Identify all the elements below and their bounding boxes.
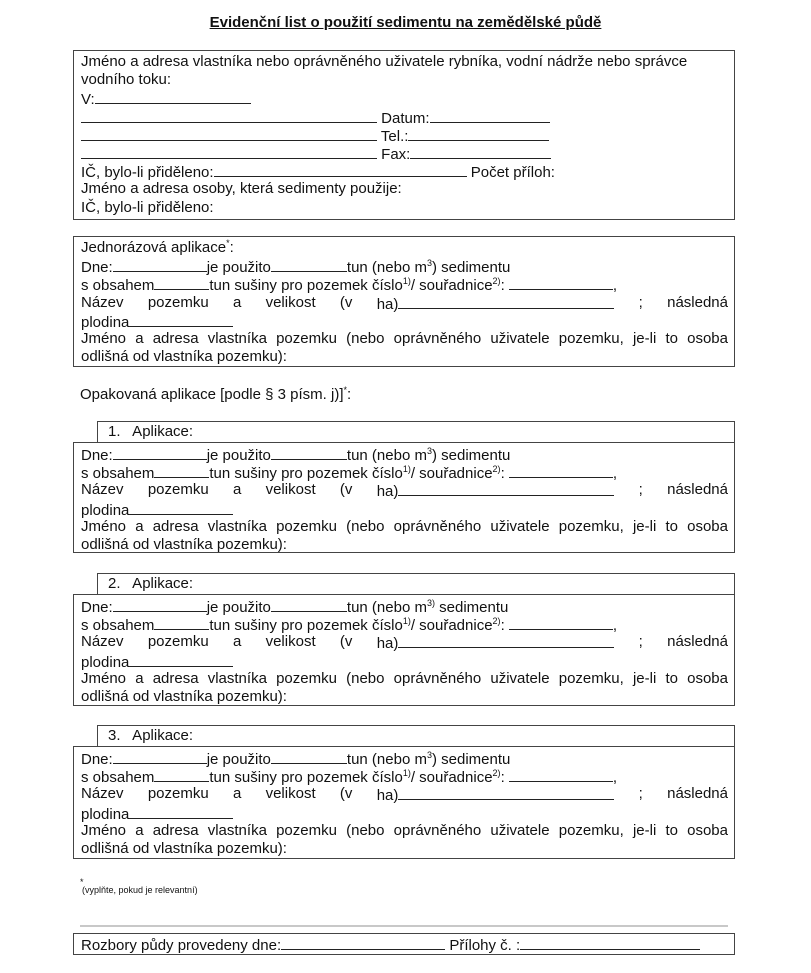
owner-word: a bbox=[135, 329, 144, 347]
pocet-priloh-label: Počet příloh: bbox=[470, 164, 555, 182]
nazev-word: (v bbox=[339, 633, 353, 651]
rozbory-label: Rozbory půdy provedeny dne: bbox=[81, 937, 282, 954]
nazev-word: Název bbox=[81, 481, 124, 499]
nazev-word: Název bbox=[81, 785, 124, 803]
datum-label: Datum: bbox=[381, 109, 430, 127]
crop-field[interactable] bbox=[129, 312, 233, 327]
owner-word: pozemku bbox=[276, 821, 337, 839]
tun-label: tun (nebo m bbox=[346, 751, 427, 768]
application-2-section bbox=[73, 594, 735, 706]
user-ic-label: IČ, bylo-li přiděleno: bbox=[81, 198, 214, 216]
v-label: V: bbox=[81, 91, 95, 109]
nazev-word: a bbox=[232, 293, 242, 311]
owner-word: osoba bbox=[687, 669, 728, 687]
nazev-word: Název bbox=[81, 633, 124, 651]
owner-word: a bbox=[135, 821, 144, 839]
owner-word: pozemku bbox=[276, 329, 337, 347]
owner-word: (nebo bbox=[346, 669, 385, 687]
superscript-1: 1) bbox=[402, 464, 411, 475]
asterisk-mark: * bbox=[226, 238, 230, 248]
sedimentu-label: ) sedimentu bbox=[431, 259, 511, 277]
owner-word: osoba bbox=[687, 517, 728, 535]
owner-word: vlastníka bbox=[207, 669, 267, 687]
fax-label: Fax: bbox=[381, 145, 411, 163]
application-3-label: 3. Aplikace: bbox=[108, 727, 194, 744]
amount-field[interactable] bbox=[271, 597, 347, 612]
owner-word: Jméno bbox=[81, 669, 127, 687]
owner-word: to bbox=[665, 329, 678, 347]
owner-word: adresa bbox=[152, 669, 199, 687]
footnote-mark: * bbox=[80, 877, 84, 887]
je-pouzito-label: je použito bbox=[206, 447, 271, 464]
owner-word: uživatele bbox=[490, 329, 550, 347]
nazev-word: (v bbox=[339, 481, 353, 499]
owner-word: uživatele bbox=[490, 669, 550, 687]
tun-susiny-label: tun sušiny pro pozemek číslo bbox=[209, 769, 403, 787]
amount-field[interactable] bbox=[271, 257, 347, 272]
colon: : bbox=[500, 769, 505, 787]
owner-line2: odlišná od vlastníka pozemku): bbox=[81, 687, 287, 705]
s-obsahem-label: s obsahem bbox=[81, 277, 155, 295]
dry-matter-field[interactable] bbox=[154, 615, 209, 630]
nazev-word: a bbox=[232, 633, 242, 651]
asterisk-mark: * bbox=[343, 385, 347, 395]
owner-word: oprávněného bbox=[393, 821, 482, 839]
je-pouzito-label: je použito bbox=[206, 259, 271, 277]
nazev-word: (v bbox=[339, 785, 353, 803]
crop-field[interactable] bbox=[129, 652, 233, 667]
plot-number-field[interactable] bbox=[509, 615, 613, 630]
nazev-word: (v bbox=[339, 293, 353, 311]
nasledna-label: následná bbox=[667, 633, 728, 651]
owner-word: to bbox=[665, 517, 678, 535]
owner-word: adresa bbox=[152, 517, 199, 535]
owner-word: oprávněného bbox=[393, 517, 482, 535]
owner-word: Jméno bbox=[81, 821, 127, 839]
plot-name-field[interactable] bbox=[398, 633, 614, 648]
plot-number-field[interactable] bbox=[509, 767, 613, 782]
owner-word: osoba bbox=[687, 821, 728, 839]
owner-word: vlastníka bbox=[207, 329, 267, 347]
superscript-3: 3 bbox=[426, 258, 432, 269]
owner-word: vlastníka bbox=[207, 517, 267, 535]
owner-word: uživatele bbox=[490, 517, 550, 535]
nasledna-label: následná bbox=[667, 481, 728, 499]
semicolon: ; bbox=[638, 785, 643, 803]
comma: , bbox=[612, 465, 618, 483]
owner-heading-line1: Jméno a adresa vlastníka nebo oprávněného uživatele rybníka, vodní nádrže nebo správce bbox=[81, 53, 688, 70]
dry-matter-field[interactable] bbox=[154, 767, 209, 782]
owner-word: (nebo bbox=[346, 329, 385, 347]
nazev-word: ha) bbox=[376, 635, 399, 653]
s-obsahem-label: s obsahem bbox=[81, 465, 155, 483]
nazev-word: a bbox=[232, 785, 242, 803]
dne-label: Dne: bbox=[81, 751, 113, 768]
tun-label: tun (nebo m bbox=[346, 599, 427, 616]
souradnice-label: / souřadnice bbox=[410, 277, 493, 295]
plot-name-field[interactable] bbox=[398, 294, 614, 309]
owner-word: a bbox=[135, 669, 144, 687]
semicolon: ; bbox=[638, 481, 643, 499]
owner-heading-line2: vodního toku: bbox=[81, 71, 172, 89]
application-2-header bbox=[97, 573, 735, 595]
tun-label: tun (nebo m bbox=[346, 259, 427, 277]
nazev-word: velikost bbox=[265, 633, 316, 651]
owner-word: vlastníka bbox=[207, 821, 267, 839]
owner-word: a bbox=[135, 517, 144, 535]
owner-line2: odlišná od vlastníka pozemku): bbox=[81, 839, 287, 857]
plot-name-field[interactable] bbox=[398, 481, 614, 496]
ic-label: IČ, bylo-li přiděleno: bbox=[81, 164, 214, 182]
heading-colon: : bbox=[229, 239, 234, 256]
footnote bbox=[80, 879, 198, 896]
owner-word: pozemku, bbox=[558, 669, 624, 687]
je-pouzito-label: je použito bbox=[206, 599, 271, 616]
owner-word: pozemku, bbox=[558, 329, 624, 347]
nazev-word: Název bbox=[81, 293, 124, 311]
application-2-label: 2. Aplikace: bbox=[108, 575, 194, 592]
user-label: Jméno a adresa osoby, která sedimenty použije: bbox=[81, 180, 402, 198]
dne-field[interactable] bbox=[113, 597, 207, 612]
single-application-heading: Jednorázová aplikace bbox=[81, 239, 227, 256]
nazev-word: a bbox=[232, 481, 242, 499]
ic-field[interactable] bbox=[214, 162, 467, 177]
owner-address-field-1[interactable] bbox=[81, 126, 377, 141]
comma: , bbox=[612, 769, 618, 787]
owner-word: osoba bbox=[687, 329, 728, 347]
sedimentu-label: ) sedimentu bbox=[431, 447, 511, 464]
semicolon: ; bbox=[638, 293, 643, 311]
prilohy-label: Přílohy č. : bbox=[449, 937, 521, 954]
nazev-word: ha) bbox=[376, 483, 399, 501]
owner-word: uživatele bbox=[490, 821, 550, 839]
plodina-label: plodina bbox=[81, 313, 130, 331]
sedimentu-label: sedimentu bbox=[434, 599, 509, 616]
owner-word: Jméno bbox=[81, 517, 127, 535]
owner-address-field-2[interactable] bbox=[81, 144, 377, 159]
nazev-word: pozemku bbox=[147, 633, 209, 651]
comma: , bbox=[612, 277, 618, 295]
tel-field[interactable] bbox=[408, 126, 549, 141]
nazev-word: velikost bbox=[265, 481, 316, 499]
sedimentu-label: ) sedimentu bbox=[431, 751, 511, 768]
owner-word: pozemku bbox=[276, 669, 337, 687]
heading-colon: : bbox=[347, 386, 352, 403]
owner-word: pozemku, bbox=[558, 517, 624, 535]
owner-word: (nebo bbox=[346, 821, 385, 839]
application-3-section bbox=[73, 746, 735, 859]
comma: , bbox=[612, 617, 618, 635]
dne-field[interactable] bbox=[113, 257, 207, 272]
superscript-3: 3 bbox=[426, 446, 432, 456]
amount-field[interactable] bbox=[271, 749, 347, 764]
s-obsahem-label: s obsahem bbox=[81, 769, 155, 787]
amount-field[interactable] bbox=[271, 445, 347, 460]
nazev-word: velikost bbox=[265, 785, 316, 803]
owner-word: oprávněného bbox=[393, 329, 482, 347]
owner-name-field[interactable] bbox=[81, 108, 377, 123]
nazev-word: ha) bbox=[376, 787, 399, 805]
owner-word: je-li bbox=[632, 669, 657, 687]
tun-susiny-label: tun sušiny pro pozemek číslo bbox=[209, 617, 403, 635]
crop-field[interactable] bbox=[129, 500, 233, 515]
crop-field[interactable] bbox=[129, 804, 233, 819]
owner-word: (nebo bbox=[346, 517, 385, 535]
tel-label: Tel.: bbox=[380, 127, 409, 145]
superscript-1: 1) bbox=[402, 768, 411, 779]
owner-word: to bbox=[665, 669, 678, 687]
application-1-section bbox=[73, 442, 735, 553]
tun-label: tun (nebo m bbox=[346, 447, 427, 464]
dne-field[interactable] bbox=[113, 749, 207, 764]
owner-word: to bbox=[665, 821, 678, 839]
v-field[interactable] bbox=[95, 89, 251, 104]
nasledna-label: následná bbox=[667, 785, 728, 803]
owner-line2: odlišná od vlastníka pozemku): bbox=[81, 348, 287, 366]
nazev-word: ha) bbox=[376, 295, 399, 313]
repeated-heading-text: Opakovaná aplikace [podle § 3 písm. j)] bbox=[80, 386, 344, 403]
datum-field[interactable] bbox=[430, 108, 550, 123]
superscript-2: 2) bbox=[492, 464, 501, 475]
application-3-header bbox=[97, 725, 735, 747]
dry-matter-field[interactable] bbox=[154, 275, 209, 290]
prilohy-field[interactable] bbox=[520, 935, 700, 950]
soil-analysis-section bbox=[73, 933, 735, 955]
tun-susiny-label: tun sušiny pro pozemek číslo bbox=[209, 465, 403, 483]
superscript-2: 2) bbox=[492, 768, 501, 779]
rozbory-date-field[interactable] bbox=[281, 935, 445, 950]
superscript-2: 2) bbox=[492, 616, 501, 627]
owner-section bbox=[73, 50, 735, 220]
nazev-word: pozemku bbox=[147, 293, 209, 311]
dne-field[interactable] bbox=[113, 445, 207, 460]
je-pouzito-label: je použito bbox=[206, 751, 271, 768]
owner-word: oprávněného bbox=[393, 669, 482, 687]
superscript-1: 1) bbox=[402, 616, 411, 627]
souradnice-label: / souřadnice bbox=[410, 769, 493, 787]
owner-word: je-li bbox=[632, 517, 657, 535]
superscript-2: 2) bbox=[492, 276, 501, 287]
owner-line2: odlišná od vlastníka pozemku): bbox=[81, 535, 287, 553]
colon: : bbox=[500, 617, 505, 635]
single-application-section bbox=[73, 236, 735, 367]
plot-number-field[interactable] bbox=[509, 275, 613, 290]
plot-number-field[interactable] bbox=[509, 463, 613, 478]
nazev-word: pozemku bbox=[147, 481, 209, 499]
superscript-3: 3) bbox=[426, 598, 435, 608]
owner-word: adresa bbox=[152, 821, 199, 839]
nasledna-label: následná bbox=[667, 293, 728, 311]
owner-word: Jméno bbox=[81, 329, 127, 347]
s-obsahem-label: s obsahem bbox=[81, 617, 155, 635]
footnote-text: (vyplňte, pokud je relevantní) bbox=[82, 885, 198, 895]
superscript-1: 1) bbox=[402, 276, 411, 287]
plodina-label: plodina bbox=[81, 501, 130, 519]
owner-word: je-li bbox=[632, 821, 657, 839]
plodina-label: plodina bbox=[81, 805, 130, 823]
nazev-word: velikost bbox=[265, 293, 316, 311]
colon: : bbox=[500, 277, 505, 295]
tun-susiny-label: tun sušiny pro pozemek číslo bbox=[209, 277, 403, 295]
plot-name-field[interactable] bbox=[398, 785, 614, 800]
nazev-word: pozemku bbox=[147, 785, 209, 803]
plodina-label: plodina bbox=[81, 653, 130, 671]
souradnice-label: / souřadnice bbox=[410, 465, 493, 483]
owner-word: pozemku, bbox=[558, 821, 624, 839]
colon: : bbox=[500, 465, 505, 483]
dne-label: Dne: bbox=[81, 259, 113, 277]
fax-field[interactable] bbox=[410, 144, 551, 159]
owner-word: je-li bbox=[632, 329, 657, 347]
dne-label: Dne: bbox=[81, 599, 113, 616]
owner-word: pozemku bbox=[276, 517, 337, 535]
dne-label: Dne: bbox=[81, 447, 113, 464]
owner-word: adresa bbox=[152, 329, 199, 347]
superscript-3: 3 bbox=[426, 750, 432, 760]
page-title: Evidenční list o použití sedimentu na zemědělské půdě bbox=[209, 14, 602, 31]
application-1-label: 1. Aplikace: bbox=[108, 423, 194, 440]
divider bbox=[80, 925, 728, 927]
application-1-header bbox=[97, 421, 735, 443]
souradnice-label: / souřadnice bbox=[410, 617, 493, 635]
dry-matter-field[interactable] bbox=[154, 463, 209, 478]
semicolon: ; bbox=[638, 633, 643, 651]
repeated-application-heading bbox=[80, 386, 351, 404]
